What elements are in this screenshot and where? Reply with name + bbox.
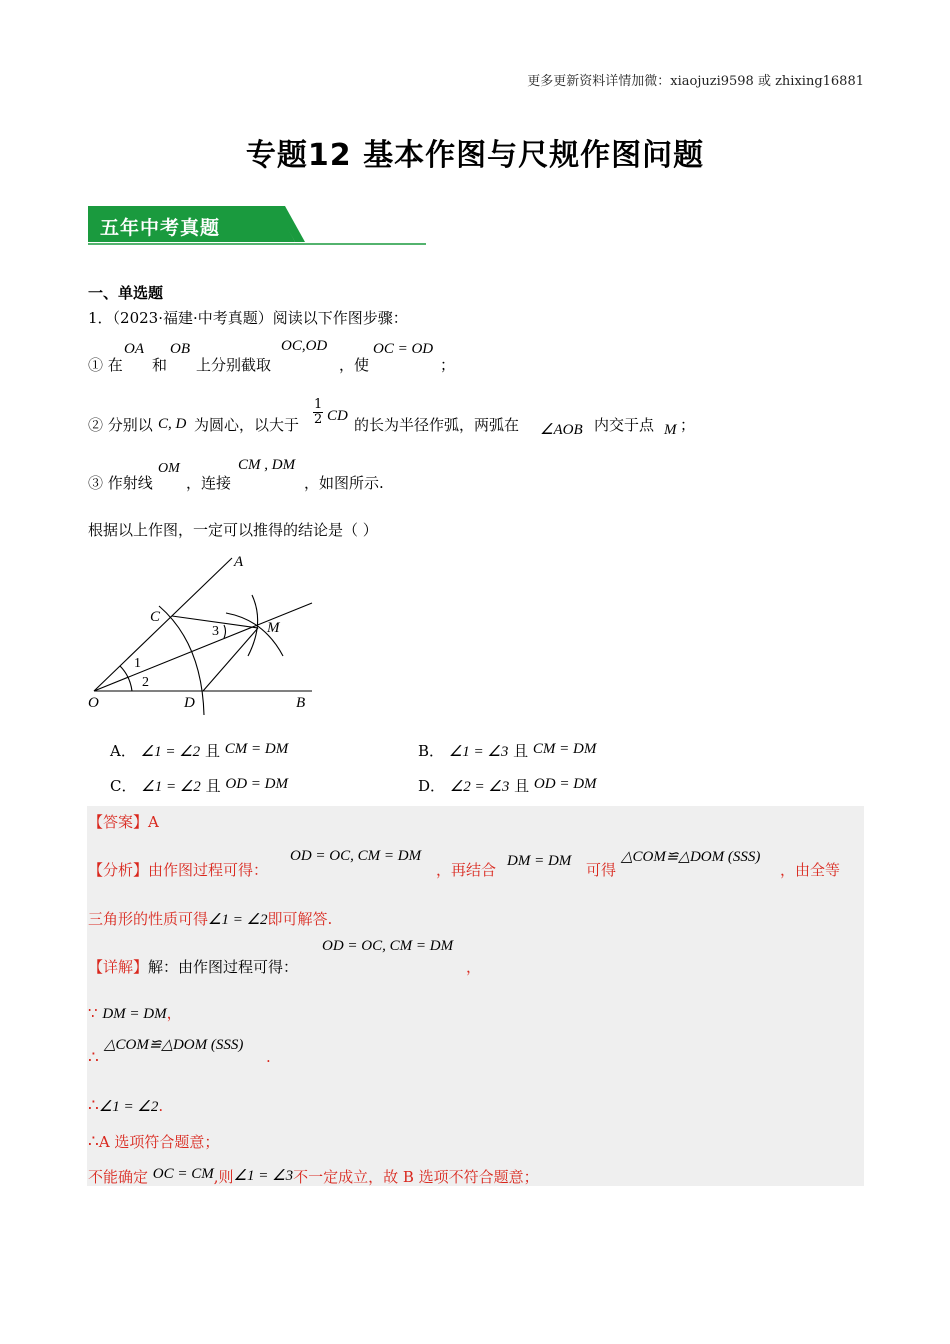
last-math: ∠1 = ∠3 bbox=[233, 1168, 294, 1184]
analysis-math-2: DM = DM bbox=[507, 853, 572, 869]
math-cm-dm: CM , DM bbox=[238, 457, 296, 473]
because-text: ， bbox=[166, 1004, 182, 1022]
step-2 bbox=[88, 414, 153, 435]
therefore-math-1: △COM≌△DOM (SSS) bbox=[104, 1037, 244, 1053]
analysis-tag bbox=[88, 859, 268, 880]
step-text: 上分别截取 bbox=[196, 356, 272, 374]
analysis-text: 即可解答. bbox=[267, 910, 333, 928]
therefore-text-1: . bbox=[266, 1048, 271, 1066]
math-c-d: C, D bbox=[158, 416, 187, 432]
step-3 bbox=[88, 472, 153, 493]
option-b[interactable] bbox=[418, 740, 596, 761]
detail-text: ， bbox=[466, 958, 482, 976]
section-heading: 一、单选题 bbox=[88, 284, 164, 302]
question-line bbox=[88, 307, 408, 328]
analysis-math-3: △COM≌△DOM (SSS) bbox=[621, 849, 761, 865]
step-marker: ② bbox=[88, 416, 104, 434]
label-c: C bbox=[150, 609, 161, 625]
detail-line bbox=[88, 956, 298, 977]
label-o: O bbox=[88, 695, 99, 711]
therefore-symbol: ∴ bbox=[88, 1096, 99, 1116]
therefore-text: . bbox=[158, 1097, 164, 1115]
label-angle-3: 3 bbox=[212, 624, 219, 639]
math-m: M bbox=[664, 422, 677, 438]
step-text: ； bbox=[680, 416, 696, 434]
analysis-tag-text: 【分析】 bbox=[88, 861, 149, 879]
last-text: ,则 bbox=[213, 1168, 234, 1186]
option-math: OD = DM bbox=[533, 776, 597, 792]
therefore-line-3 bbox=[88, 1131, 219, 1152]
label-a: A bbox=[234, 554, 244, 570]
analysis-text: ，由全等 bbox=[780, 861, 841, 879]
option-a[interactable] bbox=[110, 740, 288, 761]
answer-tag: 【答案】 bbox=[88, 813, 149, 831]
therefore-symbol-1: ∴ bbox=[88, 1048, 99, 1068]
option-conj: 且 bbox=[204, 742, 220, 760]
analysis-text: 可得 bbox=[586, 861, 617, 879]
analysis-text: 由作图过程可得： bbox=[148, 861, 269, 879]
step-marker: ① bbox=[88, 356, 104, 374]
math-oc-od: OC,OD bbox=[281, 338, 328, 354]
option-conj: 且 bbox=[513, 742, 529, 760]
analysis-math-1: OD = OC, CM = DM bbox=[290, 848, 422, 864]
label-angle-1: 1 bbox=[134, 656, 141, 671]
math-fraction bbox=[313, 398, 323, 427]
step-1 bbox=[88, 354, 123, 375]
math-oa: OA bbox=[124, 341, 144, 357]
frac-den: 2 bbox=[314, 412, 323, 427]
step-text: 的长为半径作弧，两弧在 bbox=[354, 416, 520, 434]
option-c[interactable] bbox=[110, 775, 288, 796]
label-angle-2: 2 bbox=[142, 675, 149, 690]
detail-text: 解：由作图过程可得： bbox=[148, 958, 299, 976]
therefore-symbol: ∴ bbox=[88, 1132, 99, 1152]
option-conj: 且 bbox=[205, 777, 221, 795]
label-d: D bbox=[184, 695, 195, 711]
option-math: ∠2 = ∠3 bbox=[449, 779, 510, 795]
step-text: 内交于点 bbox=[594, 416, 655, 434]
last-math: OC = CM bbox=[152, 1166, 214, 1182]
label-m: M bbox=[267, 620, 280, 636]
header-note: 更多更新资料详情加微：xiaojuzi9598 或 zhixing16881 bbox=[527, 74, 864, 89]
step-text: ； bbox=[440, 356, 456, 374]
step-text: 为圆心，以大于 bbox=[194, 416, 300, 434]
analysis-math: ∠1 = ∠2 bbox=[208, 912, 268, 928]
label-b: B bbox=[296, 695, 306, 711]
math-om: OM bbox=[158, 461, 180, 476]
last-line bbox=[88, 1166, 539, 1187]
step-text: 分别以 bbox=[107, 416, 153, 434]
option-math: CM = DM bbox=[532, 741, 597, 757]
math-ob: OB bbox=[170, 341, 190, 357]
therefore-line-2 bbox=[88, 1096, 163, 1116]
analysis-line-2 bbox=[88, 908, 332, 929]
step-text: 在 bbox=[107, 356, 123, 374]
question-number: 1． bbox=[88, 309, 113, 327]
step-marker: ③ bbox=[88, 474, 104, 492]
math-angle-aob: ∠AOB bbox=[540, 422, 583, 438]
frac-num: 1 bbox=[314, 397, 323, 412]
step-text: ，连接 bbox=[186, 474, 232, 492]
therefore-text: A 选项符合题意； bbox=[98, 1133, 220, 1151]
answer-value: A bbox=[148, 813, 159, 831]
step-text: ，如图所示. bbox=[304, 474, 384, 492]
because-math: DM = DM bbox=[102, 1006, 167, 1022]
option-letter: C． bbox=[110, 777, 137, 795]
last-text: 不一定成立，故 B 选项不符合题意； bbox=[293, 1168, 539, 1186]
option-letter: D． bbox=[418, 777, 446, 795]
math-cd: CD bbox=[327, 408, 348, 424]
option-math: CM = DM bbox=[224, 741, 289, 757]
option-d[interactable] bbox=[418, 775, 597, 796]
option-letter: A． bbox=[110, 742, 136, 760]
option-math: OD = DM bbox=[225, 776, 288, 792]
page-title: 专题12 基本作图与尺规作图问题 bbox=[245, 138, 705, 173]
question-prompt: 根据以上作图，一定可以推得的结论是（ ） bbox=[88, 521, 378, 539]
answer-line bbox=[88, 811, 159, 832]
option-math: ∠1 = ∠2 bbox=[141, 779, 201, 795]
banner-label: 五年中考真题 bbox=[100, 217, 221, 239]
therefore-math: ∠1 = ∠2 bbox=[98, 1099, 159, 1115]
option-conj: 且 bbox=[514, 777, 530, 795]
step-text: ，使 bbox=[339, 356, 370, 374]
detail-math: OD = OC, CM = DM bbox=[322, 938, 454, 954]
ray-om bbox=[94, 603, 312, 691]
option-math: ∠1 = ∠2 bbox=[140, 744, 201, 760]
because-line bbox=[88, 1002, 182, 1023]
last-text: 不能确定 bbox=[88, 1168, 149, 1186]
analysis-text: 三角形的性质可得 bbox=[88, 910, 209, 928]
because-symbol: ∵ bbox=[88, 1004, 98, 1022]
detail-tag: 【详解】 bbox=[88, 958, 149, 976]
analysis-text: ，再结合 bbox=[436, 861, 497, 879]
option-math: ∠1 = ∠3 bbox=[448, 744, 509, 760]
angle-mark-3 bbox=[224, 625, 226, 638]
option-letter: B． bbox=[418, 742, 445, 760]
step-text: 和 bbox=[152, 356, 168, 374]
math-oc-eq-od: OC = OD bbox=[373, 341, 434, 357]
question-source: （2023·福建·中考真题）阅读以下作图步骤： bbox=[112, 309, 408, 327]
step-text: 作射线 bbox=[107, 474, 153, 492]
construction-figure bbox=[84, 548, 324, 720]
